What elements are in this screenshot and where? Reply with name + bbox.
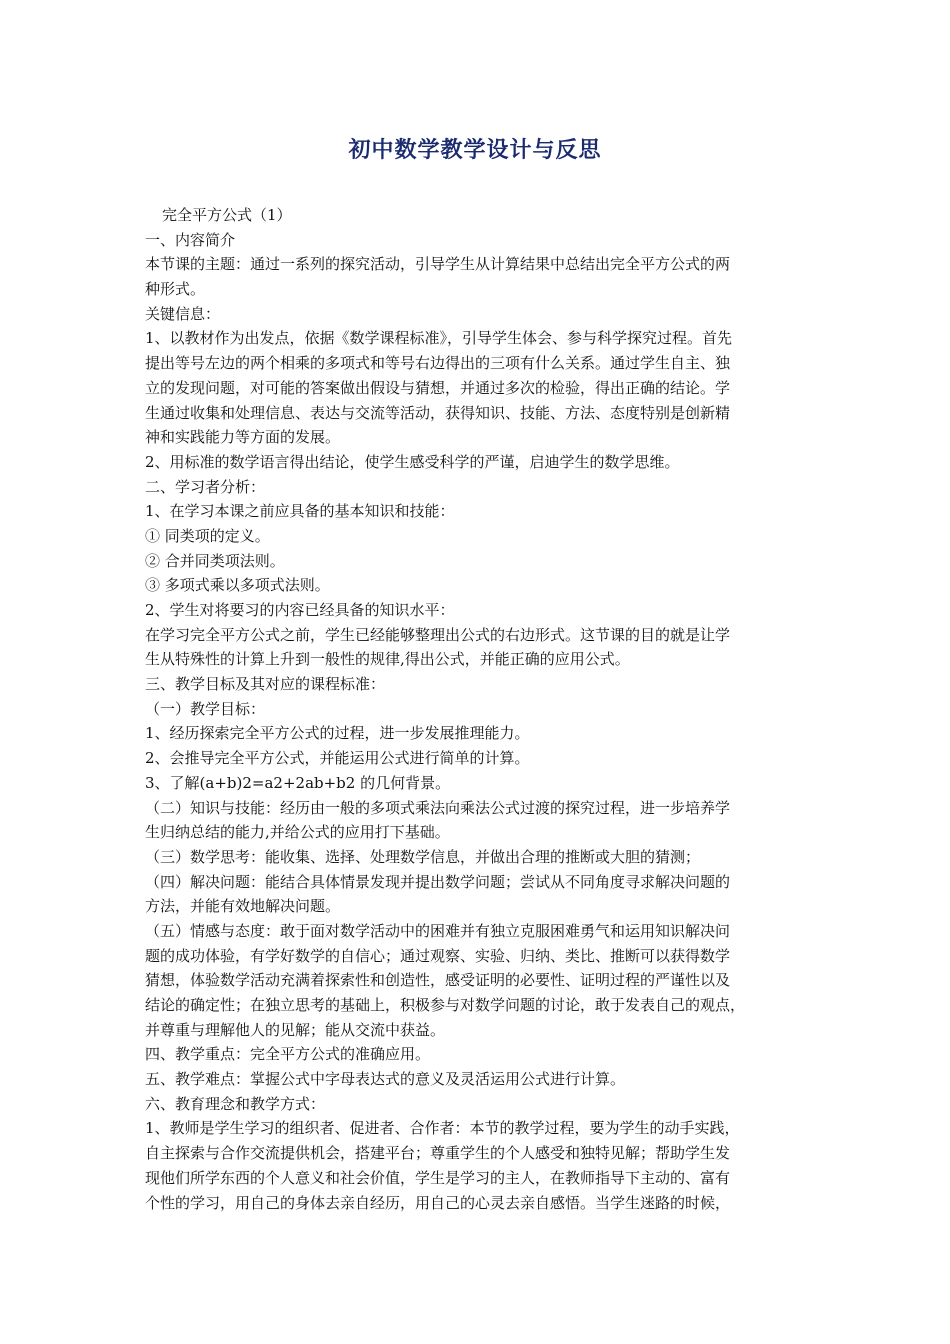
text-line: 自主探索与合作交流提供机会，搭建平台；尊重学生的个人感受和独特见解；帮助学生发 [145, 1144, 731, 1163]
text-line: 生通过收集和处理信息、表达与交流等活动，获得知识、技能、方法、态度特别是创新精 [145, 403, 731, 422]
text-line: 1、在学习本课之前应具备的基本知识和技能： [145, 502, 455, 521]
text-line: 1、教师是学生学习的组织者、促进者、合作者：本节的教学过程，要为学生的动手实践， [145, 1119, 740, 1138]
text-line: 种形式。 [145, 280, 206, 299]
text-line: 现他们所学东西的个人意义和社会价值，学生是学习的主人，在教师指导下主动的、富有 [145, 1168, 731, 1187]
text-line: 1、经历探索完全平方公式的过程，进一步发展推理能力。 [145, 724, 530, 743]
text-line: 并尊重与理解他人的见解；能从交流中获益。 [145, 1020, 446, 1039]
text-line: 在学习完全平方公式之前，学生已经能够整理出公式的右边形式。这节课的目的就是让学 [145, 625, 731, 644]
text-line: （五）情感与态度：敢于面对数学活动中的困难并有独立克服困难勇气和运用知识解决问 [145, 921, 731, 940]
text-line: 六、教育理念和教学方式： [145, 1094, 326, 1113]
text-line: 三、教学目标及其对应的课程标准： [145, 675, 386, 694]
text-line: 神和实践能力等方面的发展。 [145, 428, 341, 447]
text-line: 猜想，体验数学活动充满着探索性和创造性，感受证明的必要性、证明过程的严谨性以及 [145, 971, 731, 990]
text-line: 四、教学重点：完全平方公式的准确应用。 [145, 1045, 431, 1064]
text-line: 2、用标准的数学语言得出结论，使学生感受科学的严谨，启迪学生的数学思维。 [145, 452, 680, 471]
text-line: 2、会推导完全平方公式，并能运用公式进行简单的计算。 [145, 749, 530, 768]
text-line: 生归纳总结的能力,并给公式的应用打下基础。 [145, 823, 450, 842]
text-line: 1、以教材作为出发点，依据《数学课程标准》，引导学生体会、参与科学探究过程。首先 [145, 329, 733, 348]
document-body [145, 203, 810, 1215]
text-line: （一）教学目标： [145, 699, 266, 718]
text-line: 2、学生对将要习的内容已经具备的知识水平： [145, 601, 455, 619]
text-line: 提出等号左边的两个相乘的多项式和等号右边得出的三项有什么关系。通过学生自主、独 [145, 354, 731, 373]
text-line: （二）知识与技能：经历由一般的多项式乘法向乘法公式过渡的探究过程，进一步培养学 [145, 798, 731, 817]
text-line: 个性的学习，用自己的身体去亲自经历，用自己的心灵去亲自感悟。当学生迷路的时候， [145, 1193, 731, 1212]
text-line: 立的发现问题，对可能的答案做出假设与猜想，并通过多次的检验，得出正确的结论。学 [145, 378, 731, 397]
section-subtitle: 完全平方公式（1） [162, 206, 292, 224]
text-line: 生从特殊性的计算上升到一般性的规律,得出公式，并能正确的应用公式。 [145, 650, 630, 669]
text-line: 题的成功体验，有学好数学的自信心；通过观察、实验、归纳、类比、推断可以获得数学 [145, 946, 731, 965]
text-line: 方法，并能有效地解决问题。 [145, 897, 341, 916]
text-line: 结论的确定性；在独立思考的基础上，积极参与对数学问题的讨论，敢于发表自己的观点， [145, 996, 746, 1014]
document-title: 初中数学教学设计与反思 [348, 138, 602, 163]
text-line: ① 同类项的定义。 [145, 526, 270, 545]
text-line: ③ 多项式乘以多项式法则。 [145, 576, 330, 595]
text-line: 二、学习者分析： [145, 477, 266, 496]
text-line: （三）数学思考：能收集、选择、处理数学信息，并做出合理的推断或大胆的猜测； [145, 847, 701, 866]
text-line: 关键信息： [145, 304, 221, 323]
text-line: 一、内容简介 [145, 230, 236, 249]
text-line: （四）解决问题：能结合具体情景发现并提出数学问题；尝试从不同角度寻求解决问题的 [145, 872, 731, 891]
text-line: 3、了解(a+b)2=a2+2ab+b2 的几何背景。 [145, 773, 451, 792]
text-line: 本节课的主题：通过一系列的探究活动，引导学生从计算结果中总结出完全平方公式的两 [145, 255, 731, 274]
text-line: ② 合并同类项法则。 [145, 551, 285, 570]
text-line: 五、教学难点：掌握公式中字母表达式的意义及灵活运用公式进行计算。 [145, 1070, 626, 1089]
